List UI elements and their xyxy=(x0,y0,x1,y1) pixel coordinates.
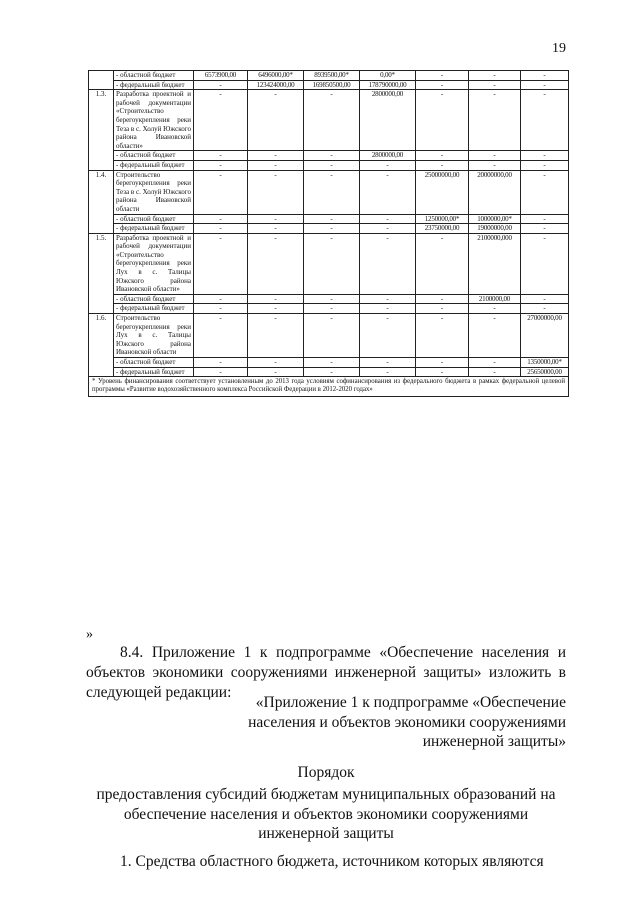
row-name-cell: - федеральный бюджет xyxy=(114,160,194,170)
value-cell: - xyxy=(304,224,360,234)
value-cell: - xyxy=(248,294,304,304)
financing-table-body xyxy=(89,71,569,397)
table-row-budget xyxy=(89,151,569,161)
row-name-cell: - областной бюджет xyxy=(114,294,194,304)
value-cell: - xyxy=(194,224,248,234)
table-row-measure xyxy=(89,314,569,358)
value-cell: - xyxy=(194,90,248,151)
value-cell: 25650000,00 xyxy=(521,367,569,377)
value-cell: - xyxy=(304,314,360,358)
value-cell: 23750000,00 xyxy=(416,224,469,234)
value-cell: - xyxy=(194,160,248,170)
value-cell: 178790000,00 xyxy=(360,80,416,90)
paragraph-8-4: 8.4. Приложение 1 к подпрограмме «Обеспечение населения и объектов экономики сооружениями инженерной защиты» изложить в следующей редакции: xyxy=(86,644,566,701)
value-cell: - xyxy=(416,367,469,377)
value-cell: - xyxy=(248,160,304,170)
value-cell: - xyxy=(304,160,360,170)
row-name-cell: - федеральный бюджет xyxy=(114,80,194,90)
value-cell: - xyxy=(248,304,304,314)
value-cell: 6573900,00 xyxy=(194,71,248,81)
value-cell: - xyxy=(360,294,416,304)
value-cell: - xyxy=(194,358,248,368)
row-name-cell: - федеральный бюджет xyxy=(114,367,194,377)
value-cell: - xyxy=(194,151,248,161)
table-row-budget xyxy=(89,294,569,304)
row-number-cell: 1.4. xyxy=(89,170,114,233)
appendix-header: «Приложение 1 к подпрограмме «Обеспечение населения и объектов экономики сооружениями инженерной защиты» xyxy=(248,694,566,750)
value-cell: - xyxy=(248,90,304,151)
value-cell: - xyxy=(469,160,521,170)
value-cell: - xyxy=(521,304,569,314)
value-cell: - xyxy=(194,170,248,214)
value-cell: - xyxy=(521,90,569,151)
value-cell: - xyxy=(416,71,469,81)
row-name-cell: Строительство берегоукрепления реки Лух в с. Талицы Южского района Ивановской области xyxy=(114,314,194,358)
value-cell: - xyxy=(469,358,521,368)
value-cell: 1250000,00* xyxy=(416,214,469,224)
value-cell: 2100000,000 xyxy=(469,233,521,294)
value-cell: - xyxy=(469,80,521,90)
value-cell: - xyxy=(304,170,360,214)
paragraph-1: 1. Средства областного бюджета, источником которых являются xyxy=(120,853,544,870)
value-cell: 2100000,00 xyxy=(469,294,521,304)
value-cell: - xyxy=(248,358,304,368)
value-cell: - xyxy=(521,224,569,234)
value-cell: - xyxy=(416,304,469,314)
value-cell: - xyxy=(416,80,469,90)
value-cell: - xyxy=(194,304,248,314)
value-cell: - xyxy=(248,170,304,214)
value-cell: - xyxy=(304,304,360,314)
row-number-cell: 1.3. xyxy=(89,90,114,170)
value-cell: - xyxy=(248,233,304,294)
order-title: Порядок xyxy=(297,764,355,781)
value-cell: - xyxy=(521,71,569,81)
value-cell: 1000000,00* xyxy=(469,214,521,224)
value-cell: - xyxy=(304,90,360,151)
row-name-cell: Разработка проектной и рабочей документации «Строительство берегоукрепления реки Лух в с. Талицы Южского района Ивановской области» xyxy=(114,233,194,294)
value-cell: - xyxy=(521,151,569,161)
value-cell: - xyxy=(521,233,569,294)
value-cell: - xyxy=(521,294,569,304)
value-cell: 2800000,00 xyxy=(360,151,416,161)
row-name-cell: - федеральный бюджет xyxy=(114,224,194,234)
value-cell: - xyxy=(360,304,416,314)
table-footnote: * Уровень финансирования соответствует установленным до 2013 года условиям софинансирования из федерального бюджета в рамках федеральной целевой программы «Развитие водохозяйственного комплекса Российской Федерации в 2012-2020 годах» xyxy=(89,377,569,396)
value-cell: - xyxy=(469,367,521,377)
table-footnote-row xyxy=(89,377,569,396)
value-cell: - xyxy=(360,358,416,368)
value-cell: 2800000,00 xyxy=(360,90,416,151)
value-cell: 27000000,00 xyxy=(521,314,569,358)
row-name-cell: - областной бюджет xyxy=(114,151,194,161)
value-cell: - xyxy=(416,151,469,161)
value-cell: - xyxy=(521,214,569,224)
value-cell: - xyxy=(360,160,416,170)
value-cell: - xyxy=(416,358,469,368)
value-cell: - xyxy=(360,214,416,224)
value-cell: 19000000,00 xyxy=(469,224,521,234)
value-cell: - xyxy=(194,214,248,224)
table-row-budget xyxy=(89,304,569,314)
value-cell: - xyxy=(248,214,304,224)
page-number: 19 xyxy=(552,41,566,56)
table-row-measure xyxy=(89,170,569,214)
value-cell: - xyxy=(521,160,569,170)
value-cell: - xyxy=(194,314,248,358)
value-cell: - xyxy=(521,80,569,90)
value-cell: - xyxy=(304,294,360,304)
value-cell: - xyxy=(416,233,469,294)
table-row-budget xyxy=(89,224,569,234)
value-cell: - xyxy=(416,314,469,358)
row-name-cell: - областной бюджет xyxy=(114,71,194,81)
financing-table xyxy=(88,70,569,397)
value-cell: - xyxy=(469,71,521,81)
table-row-budget xyxy=(89,358,569,368)
value-cell: - xyxy=(248,314,304,358)
table-row-budget xyxy=(89,367,569,377)
table-row-budget xyxy=(89,160,569,170)
value-cell: 1350000,00* xyxy=(521,358,569,368)
value-cell: - xyxy=(469,304,521,314)
value-cell: - xyxy=(521,170,569,214)
row-number-cell: 1.6. xyxy=(89,314,114,377)
value-cell: - xyxy=(248,151,304,161)
value-cell: - xyxy=(360,233,416,294)
row-name-cell: - областной бюджет xyxy=(114,358,194,368)
value-cell: - xyxy=(360,224,416,234)
value-cell: - xyxy=(304,214,360,224)
value-cell: - xyxy=(194,233,248,294)
value-cell: - xyxy=(194,367,248,377)
table-row-budget xyxy=(89,71,569,81)
value-cell: 123424000,00 xyxy=(248,80,304,90)
value-cell: - xyxy=(469,314,521,358)
row-name-cell: - областной бюджет xyxy=(114,214,194,224)
row-name-cell: - федеральный бюджет xyxy=(114,304,194,314)
value-cell: 6496000,00* xyxy=(248,71,304,81)
value-cell: - xyxy=(416,160,469,170)
value-cell: - xyxy=(304,151,360,161)
value-cell: - xyxy=(194,80,248,90)
value-cell: 169850500,00 xyxy=(304,80,360,90)
table-row-budget xyxy=(89,214,569,224)
value-cell: 25000000,00 xyxy=(416,170,469,214)
row-name-cell: Разработка проектной и рабочей документации «Строительство берегоукрепления реки Теза в с. Холуй Южского района Ивановской области» xyxy=(114,90,194,151)
row-number-cell: 1.5. xyxy=(89,233,114,313)
value-cell: 8939500,00* xyxy=(304,71,360,81)
value-cell: - xyxy=(194,294,248,304)
value-cell: - xyxy=(248,367,304,377)
value-cell: - xyxy=(416,294,469,304)
value-cell: - xyxy=(304,358,360,368)
value-cell: - xyxy=(360,367,416,377)
value-cell: - xyxy=(469,90,521,151)
value-cell: - xyxy=(304,367,360,377)
closing-quote: » xyxy=(86,627,93,642)
value-cell: - xyxy=(469,151,521,161)
table-row-measure xyxy=(89,233,569,294)
value-cell: 20000000,00 xyxy=(469,170,521,214)
table-row-budget xyxy=(89,80,569,90)
table-row-measure xyxy=(89,90,569,151)
value-cell: 0,00* xyxy=(360,71,416,81)
value-cell: - xyxy=(360,314,416,358)
order-subtitle: предоставления субсидий бюджетам муниципальных образований на обеспечение населения и объектов экономики сооружениями инженерной защиты xyxy=(96,786,556,842)
row-name-cell: Строительство берегоукрепления реки Теза в с. Холуй Южского района Ивановской области xyxy=(114,170,194,214)
row-number-cell xyxy=(89,71,114,90)
value-cell: - xyxy=(360,170,416,214)
value-cell: - xyxy=(304,233,360,294)
value-cell: - xyxy=(248,224,304,234)
value-cell: - xyxy=(416,90,469,151)
